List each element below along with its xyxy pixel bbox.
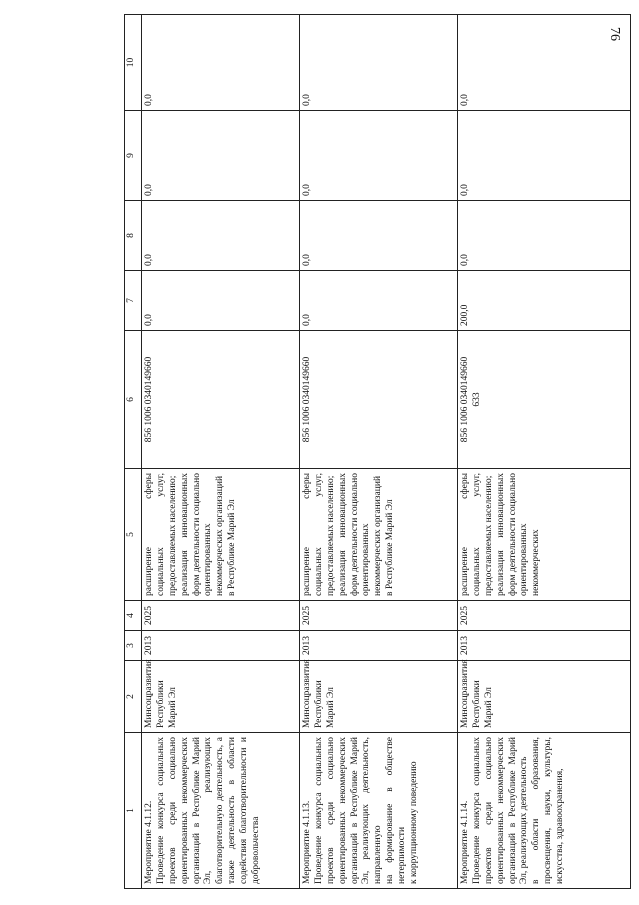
- budget-code: 856 1006 0340149660 633: [458, 331, 631, 469]
- column-header: 6: [125, 331, 142, 469]
- value-col-9: 0,0: [142, 111, 300, 201]
- column-header: 1: [125, 733, 142, 889]
- value-col-8: 0,0: [300, 201, 458, 271]
- table-row: [458, 15, 631, 889]
- value-col-10: 0,0: [142, 15, 300, 111]
- end-year: 2025: [458, 601, 631, 631]
- program-measures-table: [124, 14, 631, 889]
- column-number-row: [125, 15, 142, 889]
- column-header: 10: [125, 15, 142, 111]
- expected-result: расширение сферы социальных услуг, предоставляемых населению; реализация инновационных форм деятельности социально ориентированных некоммерческих организаций в Республике Марий Эл: [300, 469, 458, 601]
- measure-description: Мероприятие 4.1.14. Проведение конкурса социальных проектов среди социально ориентированных некоммерческих организаций в Республике Марий Эл, реализующих деятельность в области образования, просвещения, науки, культуры, искусства, здравоохранения,: [458, 733, 631, 889]
- executor: Минсоцразвития Республики Марий Эл: [300, 661, 458, 733]
- value-col-7: 200,0: [458, 271, 631, 331]
- value-col-9: 0,0: [458, 111, 631, 201]
- value-col-7: 0,0: [300, 271, 458, 331]
- column-header: 4: [125, 601, 142, 631]
- column-header: 3: [125, 631, 142, 661]
- budget-code: 856 1006 0340149660: [142, 331, 300, 469]
- table-row: [142, 15, 300, 889]
- value-col-7: 0,0: [142, 271, 300, 331]
- value-col-9: 0,0: [300, 111, 458, 201]
- rotated-table-container: [124, 15, 631, 889]
- column-header: 5: [125, 469, 142, 601]
- expected-result: расширение сферы социальных услуг, предоставляемых населению; реализация инновационных форм деятельности социально ориентированных некоммерческих: [458, 469, 631, 601]
- column-header: 8: [125, 201, 142, 271]
- start-year: 2013: [142, 631, 300, 661]
- start-year: 2013: [300, 631, 458, 661]
- column-header: 9: [125, 111, 142, 201]
- executor: Минсоцразвития Республики Марий Эл: [142, 661, 300, 733]
- page-number: 76: [607, 27, 622, 41]
- value-col-10: 0,0: [300, 15, 458, 111]
- start-year: 2013: [458, 631, 631, 661]
- table-row: [300, 15, 458, 889]
- end-year: 2025: [300, 601, 458, 631]
- value-col-10: 0,0: [458, 15, 631, 111]
- column-header: 7: [125, 271, 142, 331]
- value-col-8: 0,0: [142, 201, 300, 271]
- value-col-8: 0,0: [458, 201, 631, 271]
- expected-result: расширение сферы социальных услуг, предоставляемых населению; реализация инновационных форм деятельности социально ориентированных некоммерческих организаций в Республике Марий Эл: [142, 469, 300, 601]
- measure-description: Мероприятие 4.1.12. Проведение конкурса социальных проектов среди социально ориентированных некоммерческих организаций в Республике Марий Эл, реализующих благотворительную деятельность, а также деятельность в области содействия благотворительности и добровольчества: [142, 733, 300, 889]
- end-year: 2025: [142, 601, 300, 631]
- column-header: 2: [125, 661, 142, 733]
- executor: Минсоцразвития Республики Марий Эл: [458, 661, 631, 733]
- measure-description: Мероприятие 4.1.13. Проведение конкурса социальных проектов среди социально ориентированных некоммерческих организаций в Республике Марий Эл, реализующих деятельность, направленную на формирование в обществе нетерпимости к коррупционному поведению: [300, 733, 458, 889]
- budget-code: 856 1006 0340149660: [300, 331, 458, 469]
